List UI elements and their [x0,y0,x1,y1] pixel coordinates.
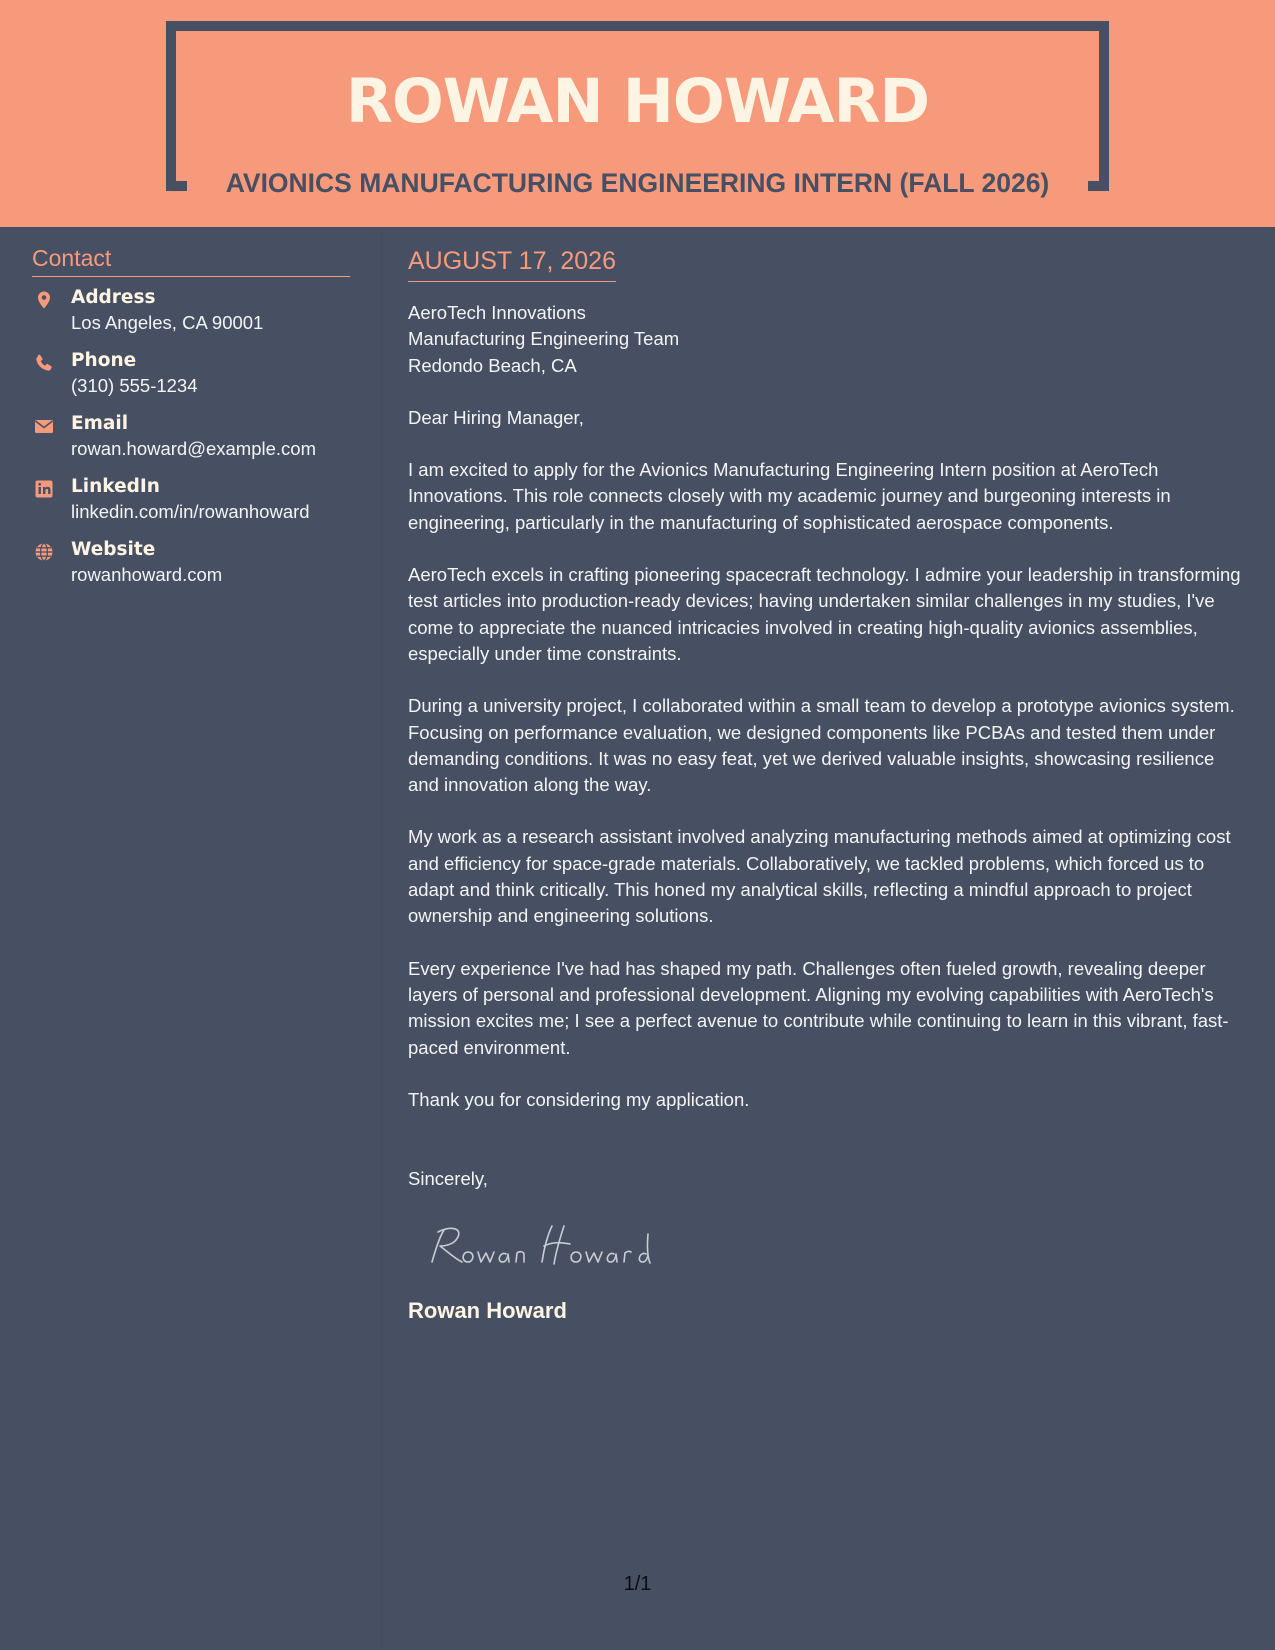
contact-item-linkedin [32,475,362,538]
contact-item-phone [32,349,362,412]
contact-value: Los Angeles, CA 90001 [71,312,264,333]
handwritten-signature [424,1218,1248,1278]
contact-label: Address [71,287,156,308]
contact-label: Phone [71,350,137,371]
contact-label: LinkedIn [71,476,160,497]
body-paragraph: I am excited to apply for the Avionics Manufacturing Engineering Intern position at AeroTech Innovations. This role connects closely with my academic journey and burgeoning interests in engineering, particularly in the manufacturing of sophisticated aerospace components. [408,459,1171,533]
recipient-company: AeroTech Innovations [408,302,586,323]
closing: Sincerely, [408,1168,488,1190]
sidebar [0,227,382,1650]
letter-date: AUGUST 17, 2026 [408,244,616,282]
header-banner [0,0,1275,227]
envelope-icon [34,416,54,436]
globe-icon [34,542,54,562]
phone-icon [34,353,54,373]
map-pin-icon [34,290,54,310]
contact-label: Website [71,539,156,560]
recipient-location: Redondo Beach, CA [408,354,577,376]
contact-list [32,286,362,601]
body-paragraph: My work as a research assistant involved analyzing manufacturing methods aimed at optimizing cost and efficiency for space-grade materials. Collaboratively, we tackled problems, which forced us to adapt and think critically. This honed my analytical skills, reflecting a mindful approach to project ownership and engineering solutions. [408,826,1231,927]
letter-body [408,227,1248,1326]
contact-item-address [32,286,362,349]
job-title: AVIONICS MANUFACTURING ENGINEERING INTERN (FALL 2026) [225,168,1050,198]
body-paragraph: During a university project, I collaborated within a small team to develop a prototype avionics system. Focusing on performance evaluation, we designed components like PCBAs and tested them under demanding conditions. It was no easy feat, yet we derived valuable insights, showcasing resilience and innovation along the way. [408,695,1235,796]
contact-item-website [32,538,362,601]
contact-value: (310) 555-1234 [71,375,198,396]
recipient-block [408,300,1248,379]
body-paragraph: Every experience I've had has shaped my path. Challenges often fueled growth, revealing deeper layers of personal and professional development. Aligning my evolving capabilities with AeroTech's mission excites me; I see a perfect avenue to contribute while continuing to learn in this vibrant, fast-paced environment. [408,957,1229,1058]
linkedin-link[interactable]: linkedin.com/in/rowanhoward [71,501,310,522]
recipient-team: Manufacturing Engineering Team [408,328,680,350]
contact-heading: Contact [32,243,350,277]
thanks-line: Thank you for considering my application. [408,1088,750,1110]
linkedin-icon [34,479,54,499]
email-link[interactable]: rowan.howard@example.com [71,438,316,459]
signer-name: Rowan Howard [408,1298,567,1324]
page-number: 1/1 [623,1573,652,1595]
contact-item-email [32,412,362,475]
salutation: Dear Hiring Manager, [408,406,584,428]
body-paragraph: AeroTech excels in crafting pioneering spacecraft technology. I admire your leadership in transforming test articles into production-ready devices; having undertaken similar challenges in my studies, I've come to appreciate the nuanced intricacies involved in creating high-quality avionics assemblies, especially under time constraints. [408,564,1241,664]
applicant-name: ROWAN HOWARD [345,66,930,137]
signature-graphic [424,1218,664,1278]
contact-label: Email [71,413,129,434]
website-link[interactable]: rowanhoward.com [71,564,223,585]
